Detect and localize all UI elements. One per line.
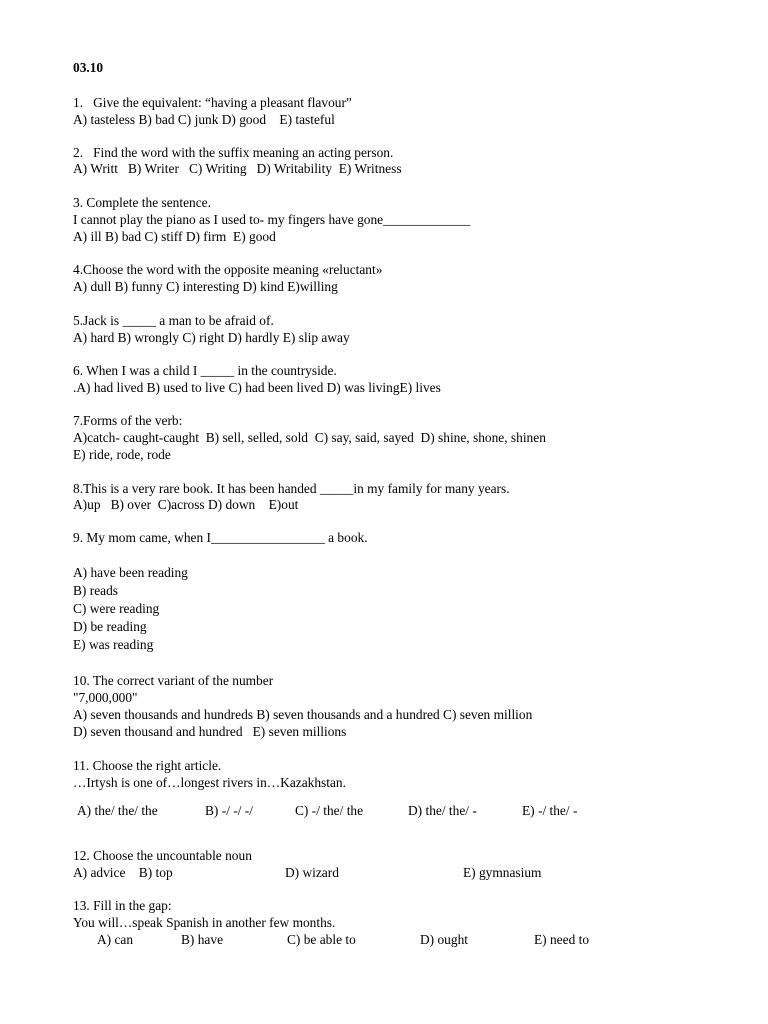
q10-number: "7,000,000" [73, 690, 138, 705]
q3-sentence: I cannot play the piano as I used to- my fingers have gone_____________ [73, 212, 471, 227]
q4-prompt: 4.Choose the word with the opposite meaning «reluctant» [73, 262, 383, 277]
q9-option-b: B) reads [73, 583, 118, 598]
q7-prompt: 7.Forms of the verb: [73, 413, 183, 428]
q11-option-e: E) -/ the/ - [522, 803, 578, 818]
q5-options: A) hard B) wrongly C) right D) hardly E) slip away [73, 330, 350, 345]
q10-options-line2: D) seven thousand and hundred E) seven millions [73, 724, 347, 739]
q11-prompt: 11. Choose the right article. [73, 758, 222, 773]
q12-options-ab: A) advice B) top [73, 865, 173, 880]
q1-options: A) tasteless B) bad C) junk D) good E) tasteful [73, 112, 335, 127]
q13-option-d: D) ought [420, 932, 468, 947]
q6-options: .A) had lived B) used to live C) had been lived D) was livingE) lives [73, 380, 441, 395]
q7-options-line1: A)catch- caught-caught B) sell, selled, sold C) say, said, sayed D) shine, shone, shinen [73, 430, 546, 445]
q12-option-d: D) wizard [285, 865, 339, 880]
q11-option-b: B) -/ -/ -/ [205, 803, 253, 818]
q11-option-d: D) the/ the/ - [408, 803, 477, 818]
q1-prompt: 1. Give the equivalent: “having a pleasant flavour” [73, 95, 352, 110]
q10-options-line1: A) seven thousands and hundreds B) seven thousands and a hundred C) seven million [73, 707, 533, 722]
q8-prompt: 8.This is a very rare book. It has been handed _____in my family for many years. [73, 481, 510, 496]
q9-option-a: A) have been reading [73, 565, 188, 580]
q5-prompt: 5.Jack is _____ a man to be afraid of. [73, 313, 274, 328]
q13-option-c: C) be able to [287, 932, 356, 947]
q7-options-line2: E) ride, rode, rode [73, 447, 171, 462]
q12-prompt: 12. Choose the uncountable noun [73, 848, 252, 863]
q2-prompt: 2. Find the word with the suffix meaning an acting person. [73, 145, 394, 160]
q13-option-a: A) can [97, 932, 134, 947]
q11-option-a: A) the/ the/ the [77, 803, 158, 818]
q9-option-d: D) be reading [73, 619, 147, 634]
q13-option-b: B) have [181, 932, 224, 947]
q12-option-e: E) gymnasium [463, 865, 542, 880]
q8-options: A)up B) over C)across D) down E)out [73, 497, 299, 512]
date-heading: 03.10 [73, 60, 104, 75]
q3-prompt: 3. Complete the sentence. [73, 195, 211, 210]
q13-sentence: You will…speak Spanish in another few months. [73, 915, 336, 930]
q10-prompt: 10. The correct variant of the number [73, 673, 274, 688]
q13-option-e: E) need to [534, 932, 590, 947]
q2-options: A) Writt B) Writer C) Writing D) Writability E) Writness [73, 161, 402, 176]
q9-option-c: C) were reading [73, 601, 160, 616]
q11-sentence: …Irtysh is one of…longest rivers in…Kazakhstan. [73, 775, 346, 790]
q11-option-c: C) -/ the/ the [295, 803, 364, 818]
q4-options: A) dull B) funny C) interesting D) kind E)willing [73, 279, 338, 294]
q9-option-e: E) was reading [73, 637, 154, 652]
q3-options: A) ill B) bad C) stiff D) firm E) good [73, 229, 276, 244]
q9-prompt: 9. My mom came, when I_________________ a book. [73, 530, 368, 545]
q13-prompt: 13. Fill in the gap: [73, 898, 172, 913]
q6-prompt: 6. When I was a child I _____ in the countryside. [73, 363, 337, 378]
